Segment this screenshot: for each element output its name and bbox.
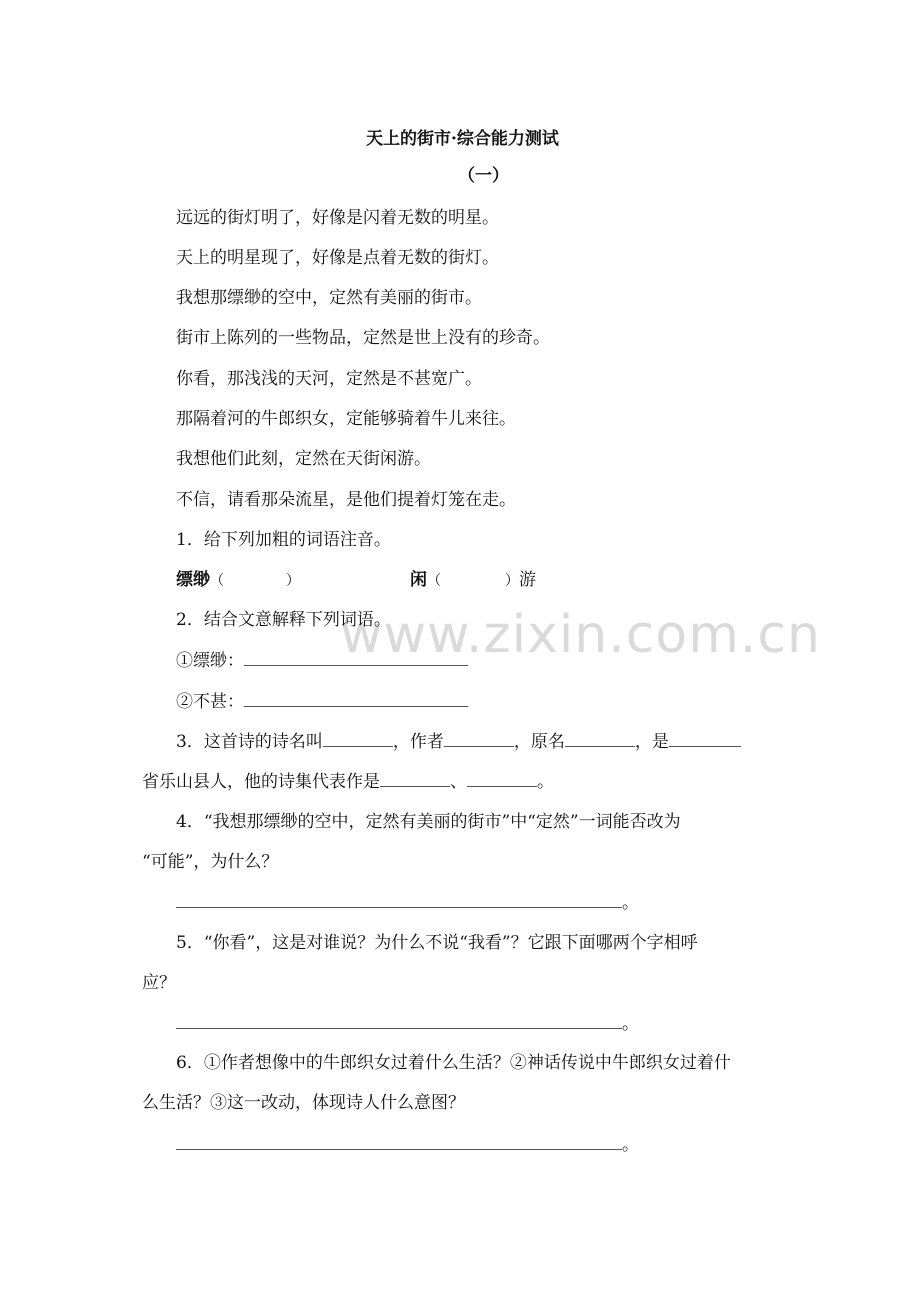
q1-item-2 [410,568,536,593]
q1-paren-close-1: ） [286,573,300,589]
question-3-line-1 [176,729,741,754]
page-title: 天上的街市·综合能力测试 [366,129,559,149]
q1-word-1: 缥缈 [176,570,210,590]
q3-text-c: ，原名 [513,732,565,752]
q3-text-a: 3．这首诗的诗名叫 [176,732,323,752]
q3-text-g: 。 [537,772,554,792]
poem-line-5: 你看，那浅浅的天河，定然是不甚宽广。 [176,369,482,389]
watermark: www.zixin.com.cn [340,605,821,665]
question-4-line-2: “可能”，为什么？ [142,852,279,872]
q3-blank-province[interactable] [669,729,741,747]
question-6-line-1: 6．①作者想像中的牛郎织女过着什么生活？②神话传说中牛郎织女过着什 [176,1053,731,1073]
q6-end-mark: 。 [622,1135,639,1155]
poem-line-1: 远远的街灯明了，好像是闪着无数的明星。 [176,208,499,228]
q3-blank-original-name[interactable] [565,729,635,747]
q6-answer-blank[interactable] [176,1132,622,1150]
poem-line-7: 我想他们此刻，定然在天街闲游。 [176,449,431,469]
q2-item-2 [176,689,468,714]
q2-answer-blank-1[interactable] [244,648,468,666]
q3-text-d: ，是 [634,732,669,752]
q3-blank-work-2[interactable] [467,769,537,787]
q2-item-2-label: ②不甚： [176,692,244,712]
question-1: 1．给下列加粗的词语注音。 [176,530,391,550]
poem-line-3: 我想那缥缈的空中，定然有美丽的街市。 [176,288,482,308]
q4-answer-blank[interactable] [176,890,622,908]
q1-word-2: 闲 [410,570,427,590]
q1-item-1 [176,568,300,593]
q5-answer-blank[interactable] [176,1011,622,1029]
q4-answer-line [176,890,639,915]
q2-item-1 [176,648,468,673]
q1-paren-open-2: （ [427,573,441,589]
q4-end-mark: 。 [622,893,639,913]
poem-line-2: 天上的明星现了，好像是点着无数的街灯。 [176,248,499,268]
question-4-line-1: 4．“我想那缥缈的空中，定然有美丽的街市”中“定然”一词能否改为 [176,812,681,832]
question-5-line-2: 应？ [142,973,176,993]
q3-blank-author[interactable] [444,729,514,747]
q2-answer-blank-2[interactable] [244,689,468,707]
question-3-line-2 [142,769,554,794]
q5-end-mark: 。 [622,1014,639,1034]
question-5-line-1: 5．“你看”，这是对谁说？为什么不说“我看”？它跟下面哪两个字相呼 [176,933,698,953]
q5-answer-line [176,1011,639,1036]
q3-text-f: 、 [450,772,467,792]
question-6-line-2: 么生活？③这一改动，体现诗人什么意图？ [142,1093,465,1113]
q3-blank-work-1[interactable] [380,769,450,787]
q1-paren-open-1: （ [210,573,224,589]
poem-line-4: 街市上陈列的一些物品，定然是世上没有的珍奇。 [176,328,550,348]
q2-item-1-label: ①缥缈： [176,651,244,671]
poem-line-8: 不信，请看那朵流星，是他们提着灯笼在走。 [176,490,516,510]
q3-blank-poem-name[interactable] [323,729,393,747]
q1-word-2-suffix: 游 [519,570,536,590]
q6-answer-line [176,1132,639,1157]
poem-line-6: 那隔着河的牛郎织女，定能够骑着牛儿来往。 [176,409,516,429]
section-number: （一） [458,166,509,186]
q3-text-b: ，作者 [392,732,444,752]
q3-text-e: 省乐山县人，他的诗集代表作是 [142,772,380,792]
q1-paren-close-2: ） [505,573,519,589]
question-2: 2．结合文意解释下列词语。 [176,610,391,630]
